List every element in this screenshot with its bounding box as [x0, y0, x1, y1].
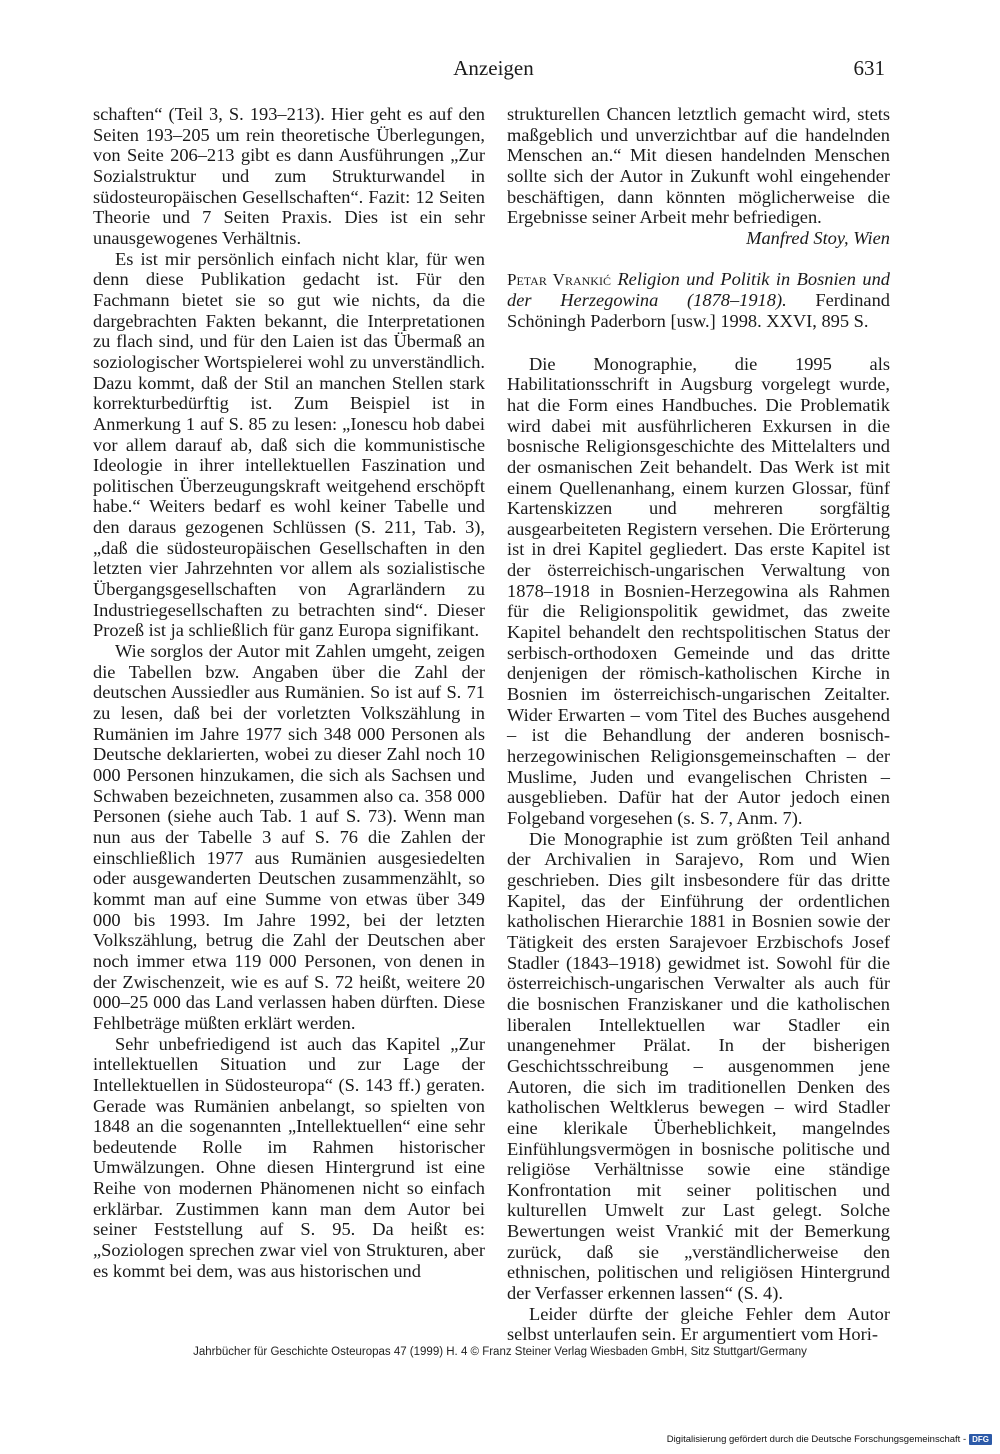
- paragraph: Es ist mir persönlich einfach nicht klar, für wen denn diese Publikation gedacht ist. Für den Fachmann bietet sie so gut wie nichts, da die dargebrachten Fakten bekannt, die Interpretationen zu flach sind, und für den Laien ist das Übermaß an soziologischer Wortspielerei wohl zu unverständlich. Dazu kommt, daß der Stil an manchen Stellen stark korrekturbedürftig ist. Zum Beispiel ist in Anmerkung 1 auf S. 85 zu lesen: „Ionescu hob dabei vor allem darauf ab, daß sich die kommunistische Ideologie in ihrer intellektuellen Faszination und politischen Überzeugungskraft weitgehend erschöpft habe.“ Weiters bedarf es wohl keiner Tabelle und den daraus gezogenen Schlüssen (S. 211, Tab. 3), „daß die südosteuropäischen Gesellschaften in den letzten vier Jahrzehnten vor allem als sozialistische Übergangsgesellschaften von Agrarländern zu Industriegesellschaften zu betrachten sind“. Dieser Prozeß ist ja schließlich für ganz Europa signifikant.: [93, 248, 485, 641]
- paragraph: Wie sorglos der Autor mit Zahlen umgeht, zeigen die Tabellen bzw. Angaben über die Zahl der deutschen Aussiedler aus Rumänien. So ist auf S. 71 zu lesen, daß bei der vorletzten Volkszählung in Rumänien im Jahre 1977 sich 348 000 Personen als Deutsche deklarierten, wobei zu dieser Zahl noch 10 000 Personen hinzukamen, die sich als Sachsen und Schwaben bezeichneten, zusammen also ca. 358 000 Personen (siehe auch Tab. 1 auf S. 73). Wenn man nun aus der Tabelle 3 auf S. 76 die Zahlen der einschließlich 1977 aus Rumänien ausgesiedelten oder ausgewanderten Deutschen zusammenzählt, so kommt man auf eine Summe von etwas über 349 000 bis 1993. Im Jahre 1992, bei der letzten Volkszählung, betrug die Zahl der Deutschen aber noch immer etwa 119 000 Personen, von denen in der Zwischenzeit, wie es auf S. 72 heißt, weitere 20 000–25 000 das Land verlassen haben dürften. Diese Fehlbeträge müßten erklärt werden.: [93, 641, 485, 1033]
- left-column: [93, 104, 485, 1281]
- review-conclusion: strukturellen Chancen letztlich gemacht wird, stets maßgeblich und unverzichtbar auf die handelnden Menschen an.“ Mit diesen handelnden Menschen sollte sich der Autor in Zukunft wohl eingehender beschäftigen, dann könnten möglicherweise die Ergebnisse seiner Arbeit mehr befriedigen.: [507, 104, 890, 228]
- right-column: [507, 104, 890, 1345]
- dfg-logo: DFG: [969, 1434, 992, 1445]
- reviewed-title: Religion und Politik in Bosnien und der Herzegowina (1878–1918).: [507, 268, 890, 311]
- reviewed-author: Petar Vrankić: [507, 269, 611, 289]
- paragraph: Die Monographie ist zum größten Teil anhand der Archivalien in Sarajevo, Rom und Wien geschrieben. Dies gilt insbesondere für das dritte Kapitel, das der Einführung der ordentlichen katholischen Hierarchie 1881 in Bosnien sowie der Tätigkeit des ersten Sarajevoer Erzbischofs Josef Stadler (1843–1918) gewidmet ist. Sowohl für die österreichisch-ungarischen Verwalter als auch für die bosnischen Franziskaner und die katholischen liberalen Intellektuellen war Stadler ein unangenehmer Prälat. In der bisherigen Geschichtsschreibung – ausgenommen jene Autoren, die sich im traditionellen Denken des katholischen Weltklerus bewegen – wird Stadler eine klerikale Überheblichkeit, mangelndes Einfühlungsvermögen in bosnische politische und religiöse Verhältnisse sowie eine ständige Konfrontation mit seiner politischen und kulturellen Umwelt zur Last gelegt. Solche Bewertungen weist Vrankić mit der Bemerkung zurück, daß sie „verständlicherweise den ethnischen, politischen und religiösen Hintergrund der Verfasser erkennen lassen“ (S. 4).: [507, 828, 890, 1304]
- funding-note: [667, 1434, 992, 1445]
- review-heading: [507, 269, 890, 332]
- running-title: Anzeigen: [453, 56, 534, 80]
- paragraph: [507, 104, 890, 248]
- paragraph: Die Monographie, die 1995 als Habilitationsschrift in Augsburg vorgelegt wurde, hat die Form eines Handbuches. Die Problematik wird dabei mit ausführlicheren Exkursen in die bosnische Religionsgeschichte des Mittelalters und der osmanischen Zeit behandelt. Das Werk ist mit einem Quellenanhang, einem kurzen Glossar, fünf Kartenskizzen und mehreren sorgfältig ausgearbeiteten Registern versehen. Die Erörterung ist in drei Kapitel gegliedert. Das erste Kapitel ist der österreichisch-ungarischen Verwaltung von 1878–1918 in Bosnien-Herzegowina als Rahmen für die Religionspolitik gewidmet, das zweite Kapitel behandelt den rechtspolitischen Status der serbisch-orthodoxen Gemeinde und das dritte denjenigen der römisch-katholischen Kirche in Bosnien im österreichisch-ungarischen Zeitalter. Wider Erwarten – vom Titel des Buches ausgehend – ist die Behandlung der anderen bosnisch-herzegowinischen Religionsgemeinschaften – der Muslime, Juden und evangelischen Christen – ausgeblieben. Dafür hat der Autor jedoch einen Folgeband vorgesehen (s. S. 7, Anm. 7).: [507, 353, 890, 828]
- paragraph: schaften“ (Teil 3, S. 193–213). Hier geht es auf den Seiten 193–205 um rein theoretische Überlegungen, von Seite 206–213 gibt es dann Ausführungen „Zur Sozialstruktur und zum Strukturwandel in südosteuropäischen Gesellschaften“. Fazit: 12 Seiten Theorie und 7 Seiten Praxis. Dies ist ein sehr unausgewogenes Verhältnis.: [93, 104, 485, 248]
- paragraph: Sehr unbefriedigend ist auch das Kapitel „Zur intellektuellen Situation und zur Lage der Intellektuellen in Südosteuropa“ (S. 143 ff.) geraten. Gerade was Rumänien anbelangt, so spielten von 1848 an die sogenannten „Intellektuellen“ eine sehr bedeutende Rolle im Rahmen historischer Umwälzungen. Ohne diesen Hintergrund ist eine Reihe von modernen Phänomenen nicht so einfach erklärbar. Zustimmen kann man dem Autor bei seiner Feststellung auf S. 95. Da heißt es: „Soziologen sprechen zwar viel von Strukturen, aber es kommt bei dem, was aus historischen und: [93, 1033, 485, 1281]
- reviewed-publisher: Ferdinand Schöningh Paderborn [usw.] 1998. XXVI, 895 S.: [507, 290, 890, 331]
- page-number: 631: [853, 56, 885, 80]
- paragraph: Leider dürfte der gleiche Fehler dem Autor selbst unterlaufen sein. Er argumentiert vom Hori-: [507, 1303, 890, 1345]
- reviewer-signature: Manfred Stoy, Wien: [746, 227, 890, 248]
- funding-text: Digitalisierung gefördert durch die Deutsche Forschungsgemeinschaft -: [666, 1434, 967, 1445]
- running-header: [96, 56, 891, 86]
- journal-citation: Jahrbücher für Geschichte Osteuropas 47 (1999) H. 4 © Franz Steiner Verlag Wiesbaden GmbH, Sitz Stuttgart/Germany: [193, 1346, 807, 1358]
